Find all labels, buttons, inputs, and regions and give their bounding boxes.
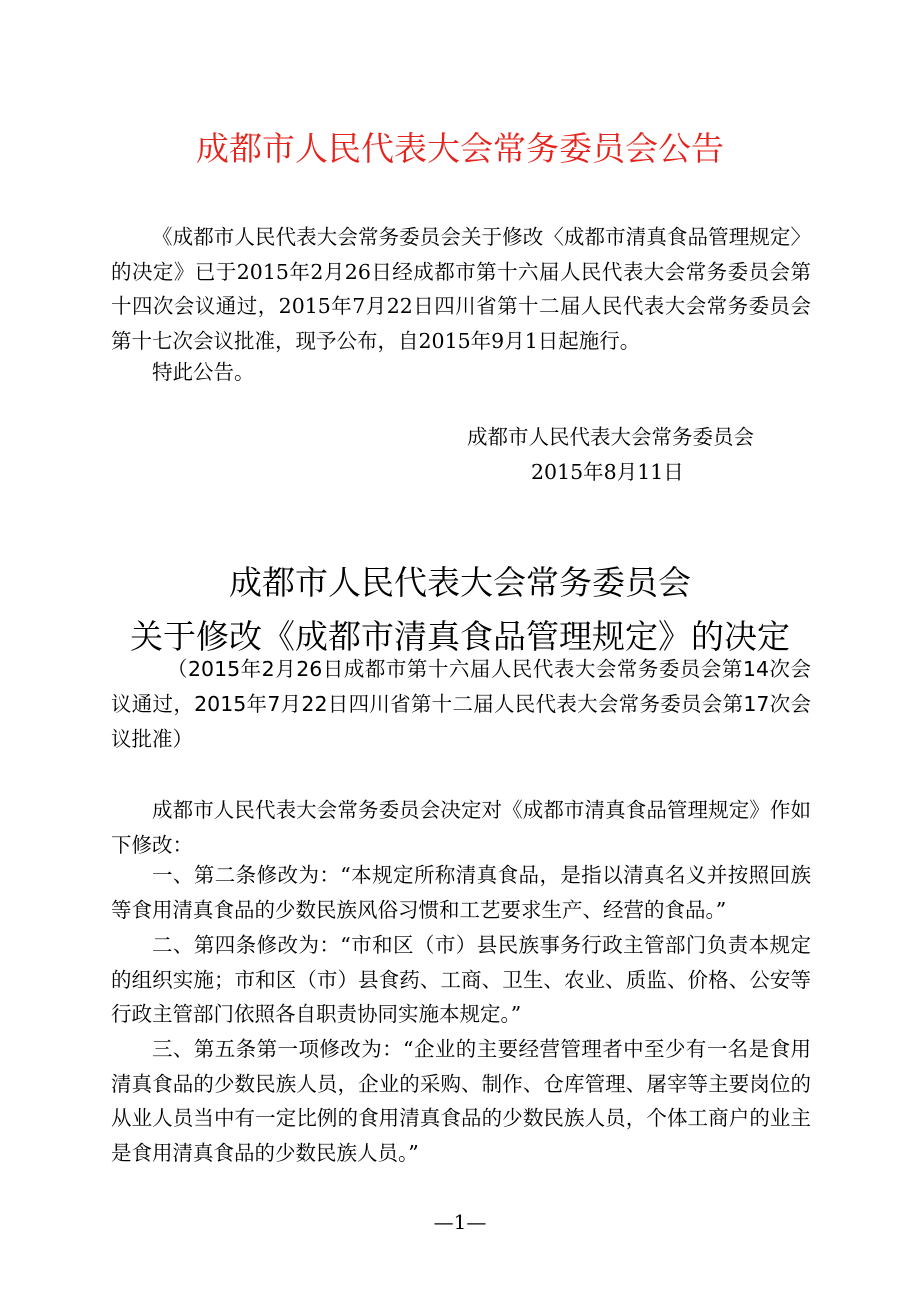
decision-item-3: 三、第五条第一项修改为：“企业的主要经营管理者中至少有一名是食用清真食品的少数民族人员，企业的采购、制作、仓库管理、屠宰等主要岗位的从业人员当中有一定比例的食用清真食品的少数民族人员，个体工商户的业主是食用清真食品的少数民族人员。” bbox=[111, 1037, 811, 1165]
announcement-body: 《成都市人民代表大会常务委员会关于修改〈成都市清真食品管理规定〉的决定》已于2015年2月26日经成都市第十六届人民代表大会常务委员会第十四次会议通过，2015年7月22日四川省第十二届人民代表大会常务委员会第十七次会议批准，现予公布，自2015年9月1日起施行。 bbox=[111, 225, 811, 353]
announcement-date: 2015年8月11日 bbox=[531, 460, 684, 484]
decision-item-2: 二、第四条修改为：“市和区（市）县民族事务行政主管部门负责本规定的组织实施；市和区（市）县食药、工商、卫生、农业、质监、价格、公安等行政主管部门依照各自职责协同实施本规定。” bbox=[111, 933, 811, 1026]
decision-title-line2: 关于修改《成都市清真食品管理规定》的决定 bbox=[130, 617, 790, 656]
announcement-closing: 特此公告。 bbox=[152, 360, 255, 384]
decision-item-1: 一、第二条修改为：“本规定所称清真食品，是指以清真名义并按照回族等食用清真食品的少数民族风俗习惯和工艺要求生产、经营的食品。” bbox=[111, 863, 811, 922]
decision-intro: 成都市人民代表大会常务委员会决定对《成都市清真食品管理规定》作如下修改： bbox=[111, 798, 811, 857]
page-number: —1— bbox=[433, 1210, 487, 1234]
decision-title-line1: 成都市人民代表大会常务委员会 bbox=[229, 563, 691, 602]
announcement-issuer: 成都市人民代表大会常务委员会 bbox=[467, 425, 754, 449]
decision-note: （2015年2月26日成都市第十六届人民代表大会常务委员会第14次会议通过，2015年7月22日四川省第十二届人民代表大会常务委员会第17次会议批准） bbox=[111, 657, 811, 751]
announcement-title: 成都市人民代表大会常务委员会公告 bbox=[196, 129, 724, 168]
